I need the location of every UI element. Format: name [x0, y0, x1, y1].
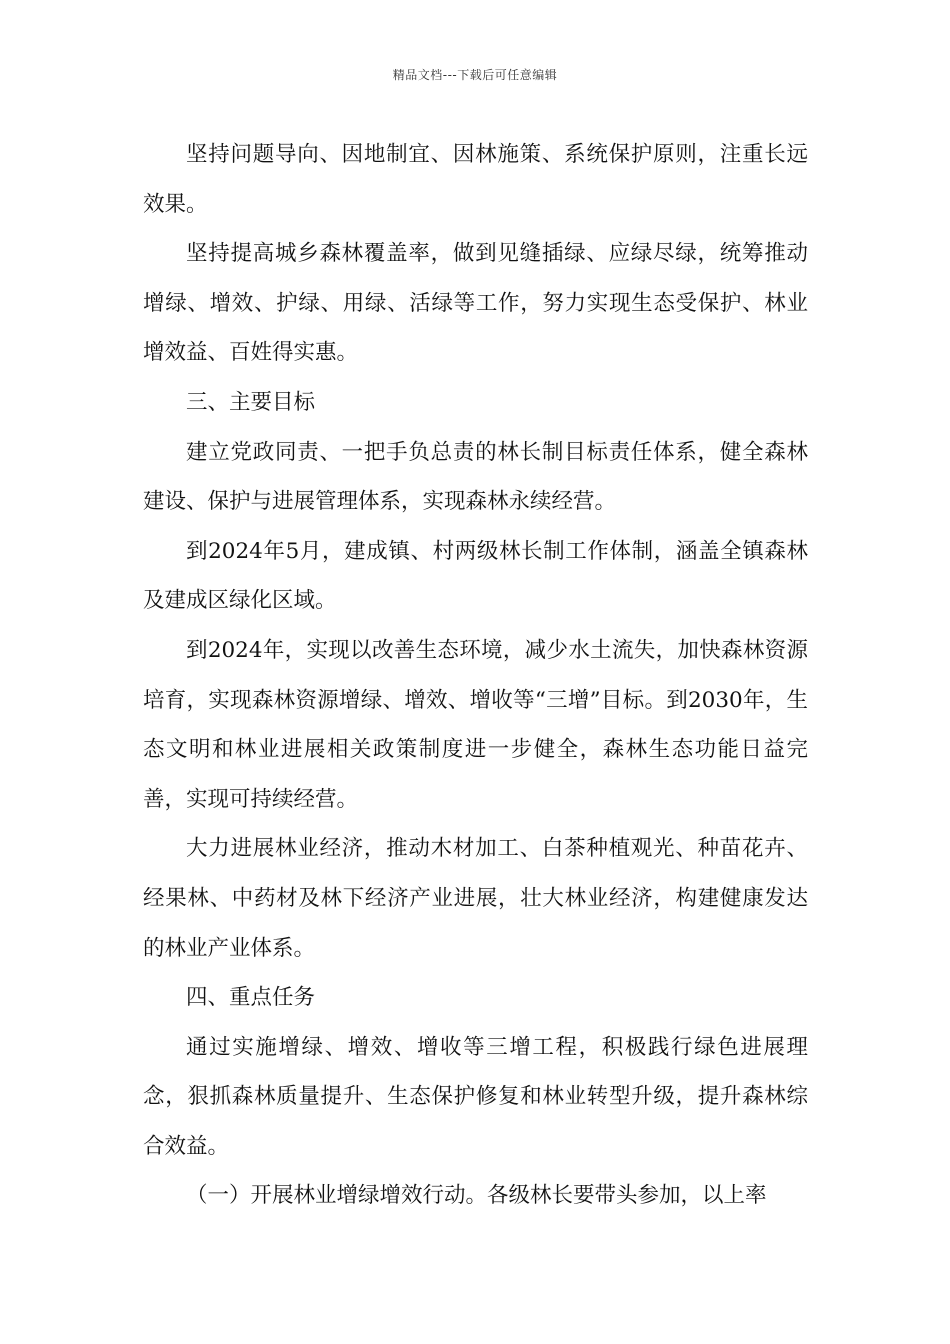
- paragraph-three-increase-project: 通过实施增绿、增效、增收等三增工程，积极践行绿色进展理念，狠抓森林质量提升、生态保护修复和林业转型升级，提升森林综合效益。: [143, 1034, 808, 1159]
- section-heading-key-tasks: 四、重点任务: [186, 985, 316, 1011]
- paragraph-goal-2024-2030: 到2024年，实现以改善生态环境，减少水土流失，加快森林资源培育，实现森林资源增绿、增效、增收等“三增”目标。到2030年，生态文明和林业进展相关政策制度进一步健全，森林生态功能日益完善，实现可持续经营。: [143, 637, 808, 812]
- document-body: [143, 130, 808, 1221]
- section-heading-main-goals: 三、主要目标: [186, 389, 316, 415]
- page-header: 精品文档---下载后可任意编辑: [392, 68, 558, 82]
- paragraph-forest-coverage: 坚持提高城乡森林覆盖率，做到见缝插绿、应绿尽绿，统筹推动增绿、增效、护绿、用绿、活绿等工作，努力实现生态受保护、林业增效益、百姓得实惠。: [143, 241, 808, 366]
- paragraph-responsibility-system: 建立党政同责、一把手负总责的林长制目标责任体系，健全森林建设、保护与进展管理体系，实现森林永续经营。: [143, 439, 808, 515]
- paragraph-principle: 坚持问题导向、因地制宜、因林施策、系统保护原则，注重长远效果。: [143, 142, 808, 217]
- paragraph-task-one: （一）开展林业增绿增效行动。各级林长要带头参加，以上率: [186, 1183, 767, 1209]
- paragraph-goal-2024-may: 到2024年5月，建成镇、村两级林长制工作体制，涵盖全镇森林及建成区绿化区域。: [143, 538, 808, 614]
- paragraph-forestry-economy: 大力进展林业经济，推动木材加工、白茶种植观光、种苗花卉、经果林、中药材及林下经济产业进展，壮大林业经济，构建健康发达的林业产业体系。: [143, 836, 808, 961]
